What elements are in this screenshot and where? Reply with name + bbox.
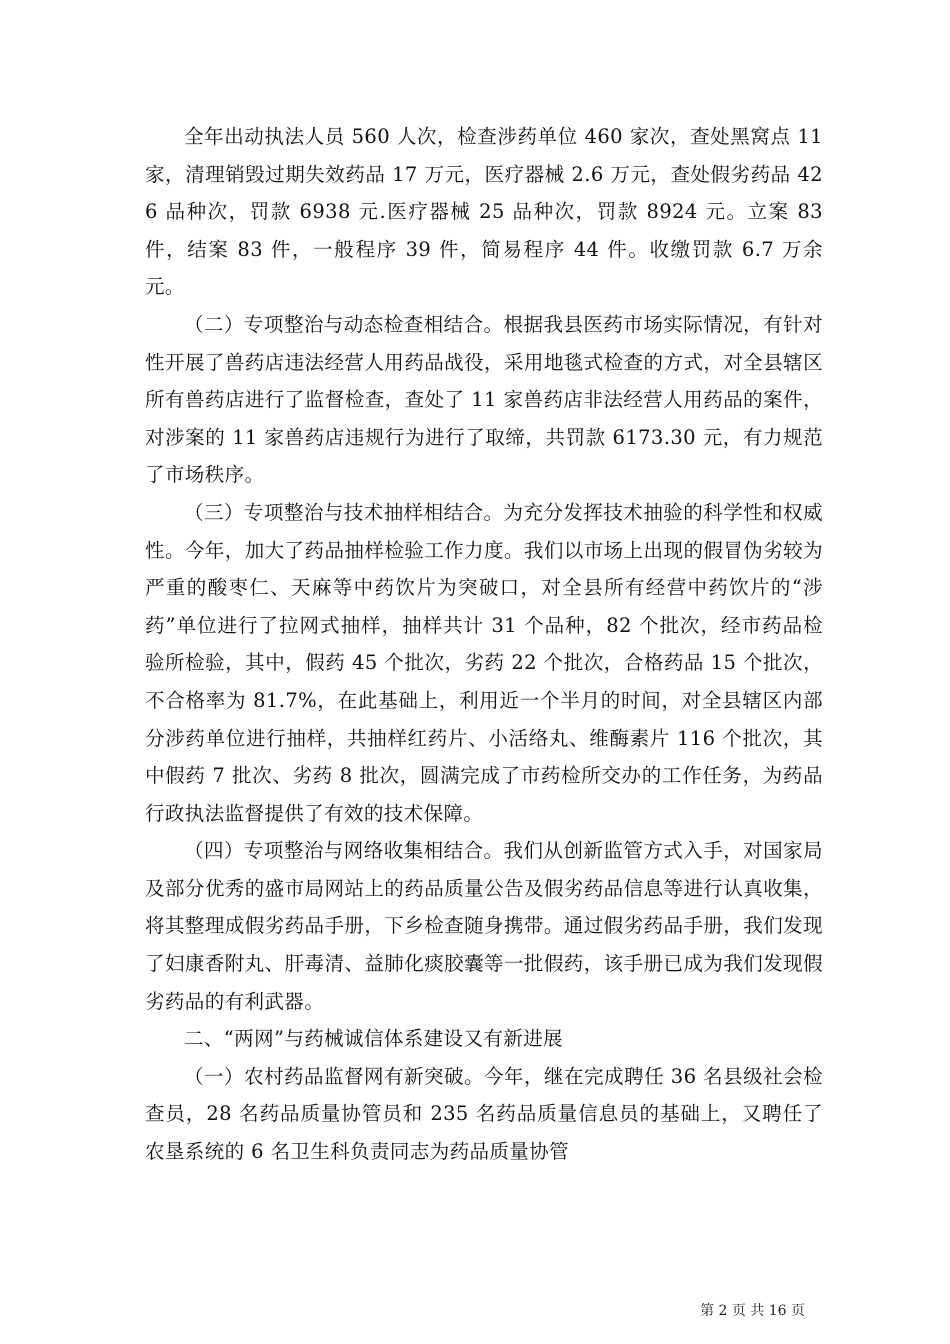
paragraph-special-rectification-network-collection: （四）专项整治与网络收集相结合。我们从创新监管方式入手，对国家局及部分优秀的盛市局网站上的药品质量公告及假劣药品信息等进行认真收集，将其整理成假劣药品手册，下乡检查随身携带。通过假劣药品手册，我们发现了妇康香附丸、肝毒清、益肺化痰胶囊等一批假药，该手册已成为我们发现假劣药品的有利武器。 xyxy=(145,839,823,1013)
paragraph-special-rectification-dynamic-inspection: （二）专项整治与动态检查相结合。根据我县医药市场实际情况，有针对性开展了兽药店违法经营人用药品战役，采用地毯式检查的方式，对全县辖区所有兽药店进行了监督检查，查处了 11 家兽药店非法经营人用药品的案件，对涉案的 11 家兽药店违规行为进行了取缔，共罚款 6173.30 元，有力规范了市场秩序。 xyxy=(145,312,823,487)
document-body xyxy=(145,118,823,1171)
paragraph-rural-supervision-network: （一）农村药品监督网有新突破。今年，继在完成聘任 36 名县级社会检查员，28 名药品质量协管员和 235 名药品质量信息员的基础上，又聘任了农垦系统的 6 名卫生科负责同志为药品质量协管 xyxy=(145,1064,823,1164)
paragraph-special-rectification-technical-sampling: （三）专项整治与技术抽样相结合。为充分发挥技术抽验的科学性和权威性。今年，加大了药品抽样检验工作力度。我们以市场上出现的假冒伪劣较为严重的酸枣仁、天麻等中药饮片为突破口，对全县所有经营中药饮片的“涉药”单位进行了拉网式抽样，抽样共计 31 个品种，82 个批次，经市药品检验所检验，其中，假药 45 个批次，劣药 22 个批次，合格药品 15 个批次，不合格率为 81.7%，在此基础上，利用近一个半月的时间，对全县辖区内部分涉药单位进行抽样，共抽样红药片、小活络丸、维酶素片 116 个批次，其中假药 7 批次、劣药 8 批次，圆满完成了市药检所交办的工作任务，为药品行政执法监督提供了有效的技术保障。 xyxy=(145,500,823,825)
page-number-footer: 第 2 页 共 16 页 xyxy=(700,1303,805,1319)
section-heading: 二、“两网”与药械诚信体系建设又有新进展 xyxy=(184,1027,563,1051)
paragraph-enforcement-stats: 全年出动执法人员 560 人次，检查涉药单位 460 家次，查处黑窝点 11 家，清理销毁过期失效药品 17 万元，医疗器械 2.6 万元，查处假劣药品 426 品种次，罚款 6938 元.医疗器械 25 品种次，罚款 8924 元。立案 83 件，结案 83 件，一般程序 39 件，简易程序 44 件。收缴罚款 6.7 万余元。 xyxy=(145,125,823,299)
